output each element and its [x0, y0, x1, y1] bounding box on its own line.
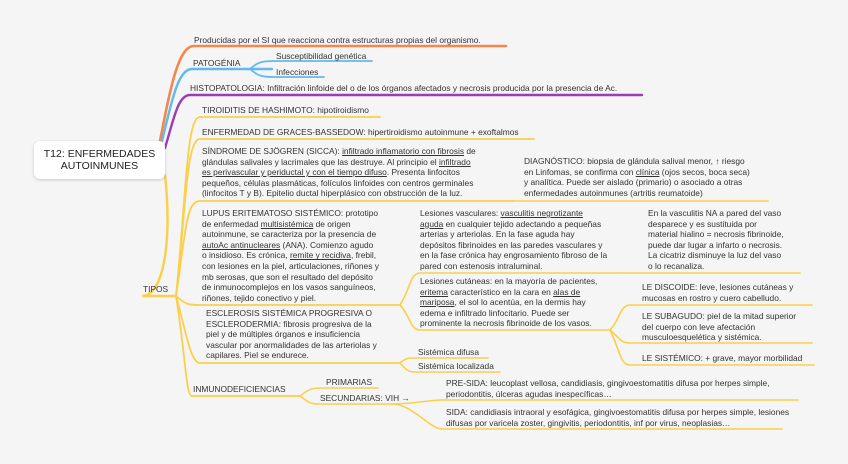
node-lupus-cutaneas[interactable]: Lesiones cutáneas: en la mayoría de pacientes, eritema característico en la cara en alas de mariposa, el sol lo acentúa, en la dermis hay edema e infiltrado linfocitario. Puede ser prominente la necrosis fibrinoide de los vasos.: [420, 276, 598, 329]
node-sistemica-localizada[interactable]: Sistémica localizada: [418, 361, 494, 371]
node-infecciones[interactable]: Infecciones: [276, 67, 319, 77]
node-le-subagudo[interactable]: LE SUBAGUDO: piel de la mitad superior del cuerpo con leve afectación musculoesquelética y sistémica.: [642, 311, 797, 343]
node-susceptibilidad[interactable]: Susceptibilidad genética: [276, 51, 367, 61]
node-esclerosis[interactable]: ESCLEROSIS SISTÉMICA PROGRESIVA O ESCLERODERMIA: fibrosis progresiva de la piel y de múltiples órganos e insuficiencia vascular por anormalidades de las arteriolas y capilares. Piel se endurece.: [206, 308, 377, 361]
node-le-sistemico[interactable]: LE SISTÉMICO: + grave, mayor morbilidad: [642, 353, 803, 363]
sjogren-line-5: (linfocitos T y B). Epitelio ductal hiperplásico con obstrucción de la luz.: [202, 188, 463, 199]
node-pre-sida[interactable]: PRE-SIDA: leucoplast vellosa, candidiasis, gingivoestomatitis difusa por herpes simple, periodontitis, úlceras agudas inespecíficas…: [446, 378, 770, 399]
node-inmunodeficiencias[interactable]: INMUNODEFICIENCIAS: [193, 384, 286, 394]
node-histopatologia[interactable]: HISTOPATOLOGIA: Infiltración linfoide del o de los órganos afectados y necrosis producida por la presencia de Ac.: [190, 83, 618, 93]
sjogren-line-1: SÍNDROME DE SJÖGREN (SICCA): infiltrado inflamatorio con fibrosis de: [202, 146, 476, 156]
connector-presida: [392, 400, 798, 404]
node-patogenia[interactable]: PATOGÉNIA: [193, 58, 241, 68]
sjogren-line-2: glándulas salivales y lacrimales que las destruye. Al principio el infiltrado: [202, 156, 471, 167]
node-secundarias[interactable]: SECUNDARIAS: VIH →: [320, 393, 410, 403]
node-sjogren[interactable]: [202, 146, 476, 199]
root-title-line2: AUTOINMUNES: [60, 160, 139, 172]
sjogren-line-3: es perivascular y periductal y con el tiempo difuso. Presenta linfocitos: [202, 167, 460, 178]
root-node[interactable]: [34, 141, 165, 179]
connector-histopatologia: [165, 95, 642, 148]
node-hashimoto[interactable]: TIROIDITIS DE HASHIMOTO: hipotiroidismo: [202, 105, 369, 115]
node-vasculitis-na[interactable]: En la vasculitis NA a pared del vaso desparece y es sustituida por material hialino = necrosis fibrinoide, puede dar lugar a infarto o necrosis. La cicatriz disminuye la luz del vaso o lo recanaliza.: [648, 208, 784, 271]
node-primarias[interactable]: PRIMARIAS: [326, 377, 373, 387]
sjogren-line-4: pequeños, células plasmáticas, folículos linfoides con centros germinales: [202, 177, 474, 188]
root-title-line1: T12: ENFERMEDADES: [43, 147, 156, 160]
node-lupus[interactable]: LUPUS ERITEMATOSO SISTÉMICO: prototipo de enfermedad multisistémica de origen autoinmune, se caracteriza por la presencia de autoAc antinucleares (ANA). Comienzo agudo o insidioso. Es crónica, remite y recidiva, frebil, con lesiones en la piel, articulaciones, riñones y mb serosas, que son el resultado del depósito de inmunocomplejos en los vasos sanguíneos, riñones, tejido conectivo y piel.: [202, 208, 379, 303]
node-graves[interactable]: ENFERMEDAD DE GRACES-BASSEDOW: hipertiroidismo autoinmune + exoftalmos: [202, 127, 519, 137]
node-sistemica-difusa[interactable]: Sistémica difusa: [418, 347, 479, 357]
node-sida[interactable]: SIDA: candidiasis intraoral y esofágica, gingivoestomatitis difusa por herpes simple, lesiones difusas por varicela zoster, gingivitis, periodontitis, inf por virus, neoplasias…: [446, 407, 790, 428]
node-producidas[interactable]: Producidas por el SI que reacciona contra estructuras propias del organismo.: [194, 35, 481, 45]
node-le-discoide[interactable]: LE DISCOIDE: leve, lesiones cutáneas y mucosas en rostro y cuero cabelludo.: [642, 282, 794, 303]
node-lupus-vasculares[interactable]: Lesiones vasculares: vasculitis negrotizante aguda en cualquier tejido adectando a pequeñas arterias y arteriolas. En la fase aguda hay depósitos fibrinoides en las paredes vasculares y en la fase crónica hay engrosamiento fibroso de la pared con estenosis intraluminal.: [420, 208, 608, 271]
connector-tipos: [142, 175, 176, 296]
node-sjogren-diagnostico[interactable]: DIAGNÓSTICO: biopsia de glándula salival menor, ↑ riesgo en Linfomas, se confirma con clínica (ojos secos, boca seca) y analítica. Puede ser aislado (primario) o asociado a otras enfermedades autoinmunes (artritis reumatoide): [524, 156, 750, 198]
node-tipos[interactable]: TIPOS: [143, 284, 169, 294]
